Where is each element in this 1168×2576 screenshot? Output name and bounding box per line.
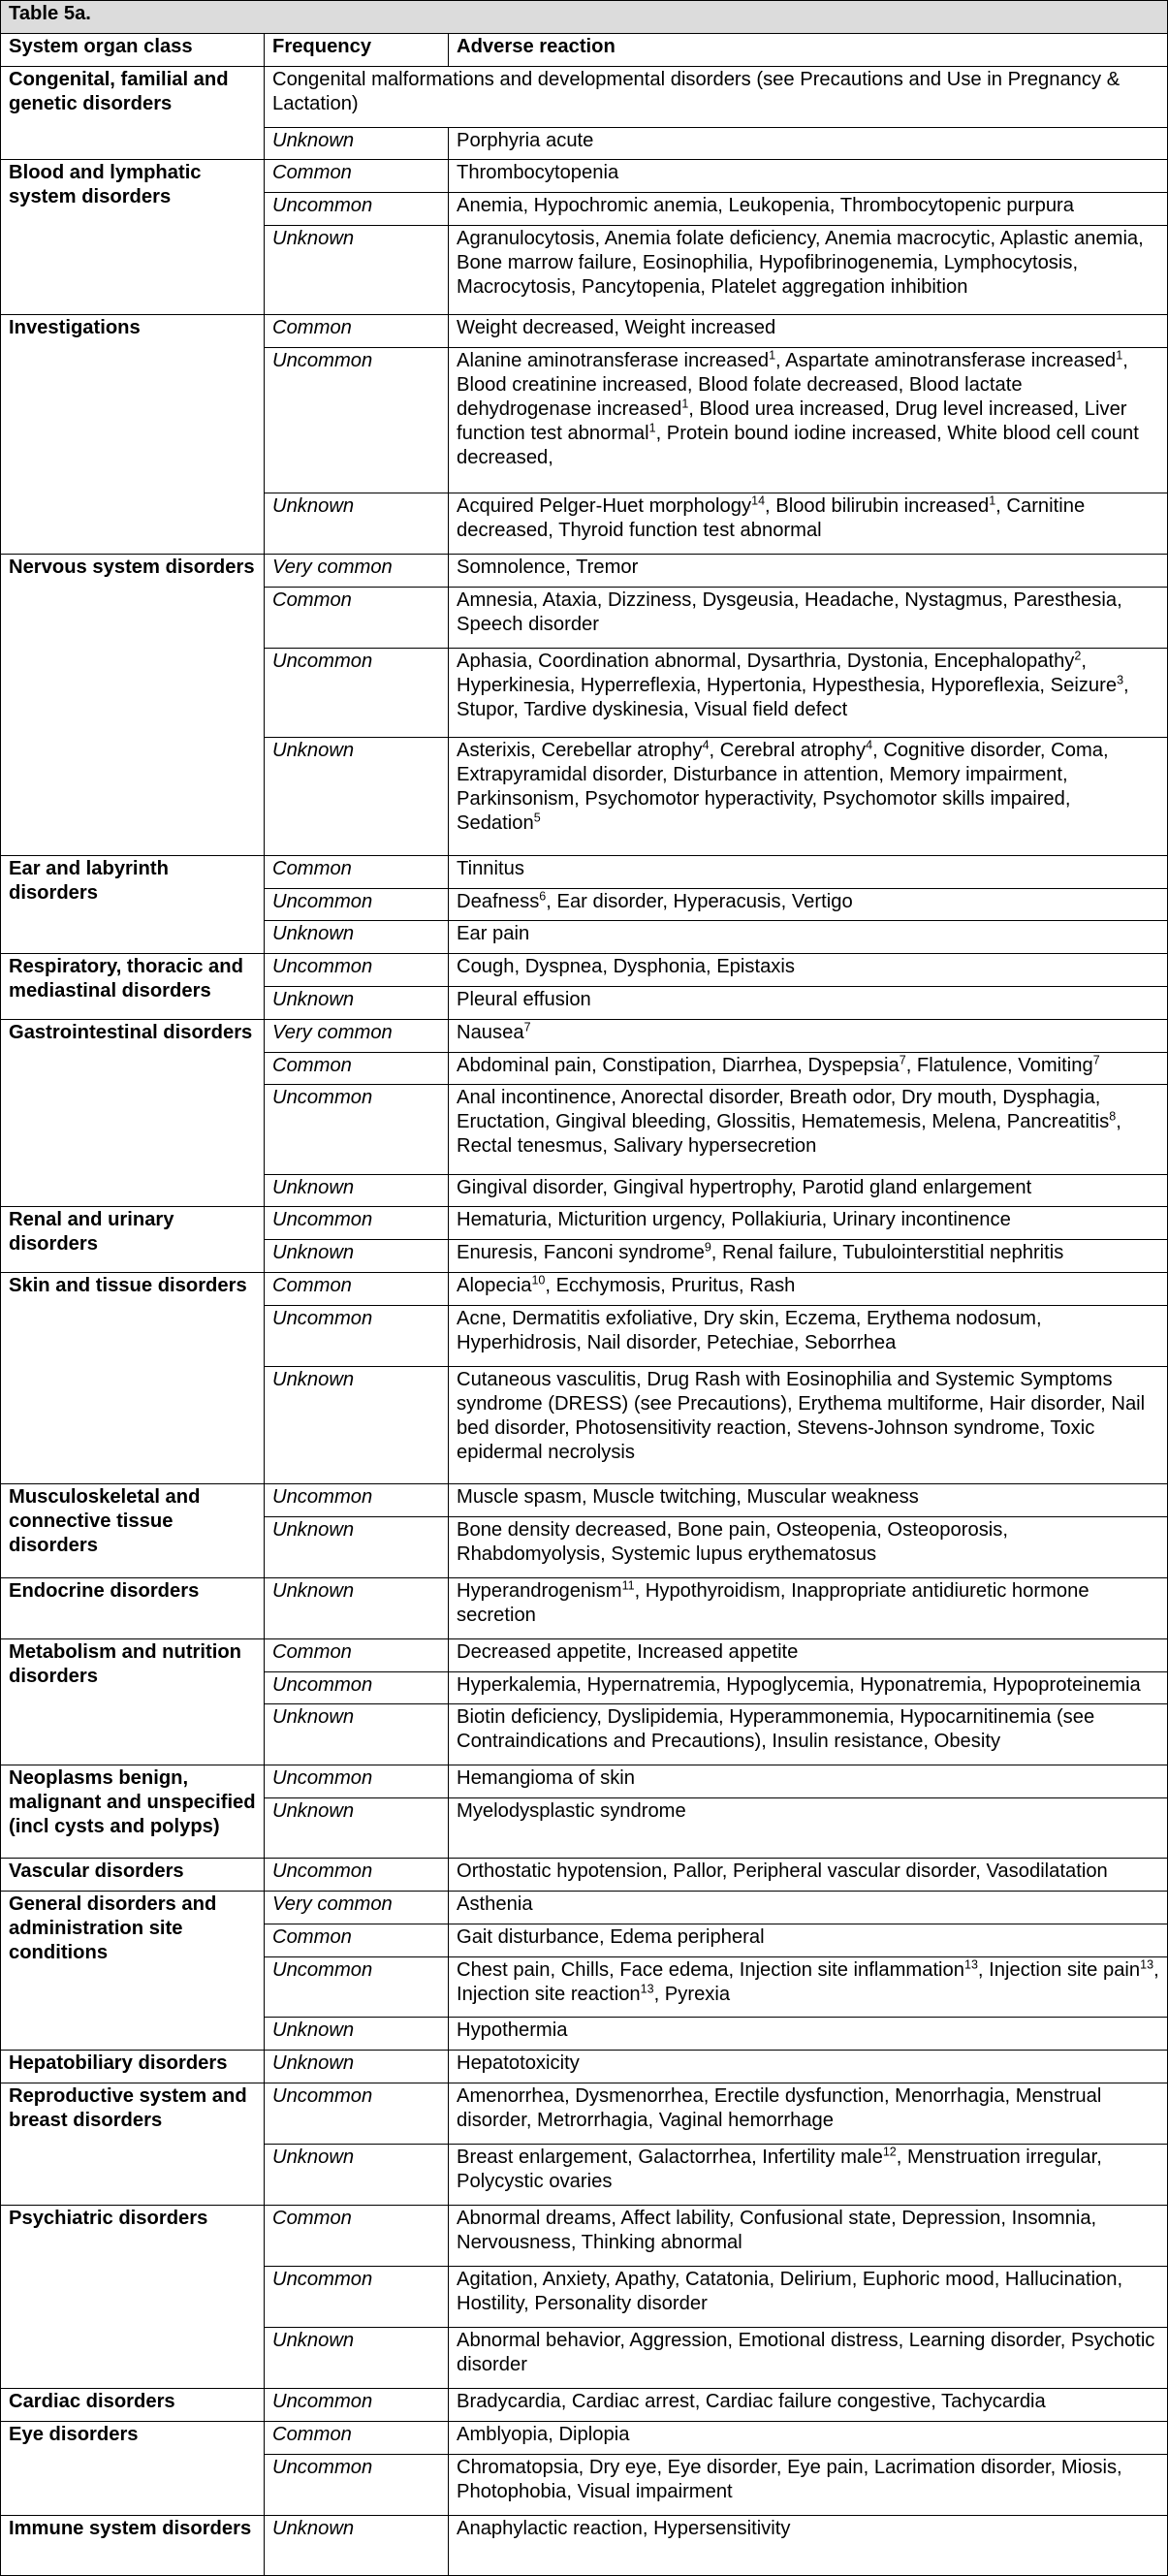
frequency-cell: Uncommon xyxy=(265,1484,449,1517)
adverse-reaction-cell: Abdominal pain, Constipation, Diarrhea, Dyspepsia$^7$, Flatulence, Vomiting$^7$ xyxy=(449,1052,1168,1085)
adverse-reaction-cell: Weight decreased, Weight increased xyxy=(449,315,1168,348)
frequency-cell: Unknown xyxy=(265,921,449,954)
system-organ-class-cell: Neoplasms benign, malignant and unspecified (incl cysts and polyps) xyxy=(1,1765,265,1859)
adverse-reaction-cell: Anal incontinence, Anorectal disorder, Breath odor, Dry mouth, Dysphagia, Eructation, Gingival bleeding, Glossitis, Hematemesis, Melena, Pancreatitis$^8$, Rectal tenesmus, Salivary hypersecretion xyxy=(449,1085,1168,1174)
frequency-cell: Uncommon xyxy=(265,1671,449,1704)
adverse-reaction-cell: Alopecia$^{10}$, Ecchymosis, Pruritus, Rash xyxy=(449,1272,1168,1305)
system-organ-class-cell: Metabolism and nutrition disorders xyxy=(1,1638,265,1765)
header-system-organ-class: System organ class xyxy=(1,33,265,66)
footnote-marker: 13 xyxy=(640,1981,654,1995)
adverse-reaction-cell: Nausea$^7$ xyxy=(449,1019,1168,1052)
adverse-reaction-cell: Amnesia, Ataxia, Dizziness, Dysgeusia, Headache, Nystagmus, Paresthesia, Speech disorder xyxy=(449,588,1168,649)
footnote-marker: 2 xyxy=(1074,649,1082,663)
system-organ-class-cell: Renal and urinary disorders xyxy=(1,1207,265,1273)
system-organ-class-cell: General disorders and administration site conditions xyxy=(1,1891,265,2050)
footnote-marker: 7 xyxy=(523,1020,531,1034)
footnote-marker: 12 xyxy=(882,2145,897,2159)
table-row xyxy=(1,66,1168,127)
table-row xyxy=(1,555,1168,588)
system-organ-class-cell: Blood and lymphatic system disorders xyxy=(1,160,265,315)
system-organ-class-cell: Ear and labyrinth disorders xyxy=(1,855,265,953)
frequency-cell: Uncommon xyxy=(265,1207,449,1240)
table-row xyxy=(1,1207,1168,1240)
footnote-marker: 1 xyxy=(681,397,689,411)
frequency-cell: Unknown xyxy=(265,2145,449,2206)
frequency-cell: Unknown xyxy=(265,127,449,160)
header-adverse-reaction: Adverse reaction xyxy=(449,33,1168,66)
table-title: Table 5a. xyxy=(1,1,1168,34)
adverse-reaction-cell: Aphasia, Coordination abnormal, Dysarthria, Dystonia, Encephalopathy$^2$, Hyperkinesia, Hyperreflexia, Hypertonia, Hypesthesia, Hyporeflexia, Seizure$^3$, Stupor, Tardive dyskinesia, Visual field defect xyxy=(449,649,1168,738)
frequency-cell: Unknown xyxy=(265,493,449,555)
table-row xyxy=(1,1891,1168,1924)
frequency-cell: Unknown xyxy=(265,2051,449,2083)
table-row xyxy=(1,1484,1168,1517)
system-organ-class-cell: Skin and tissue disorders xyxy=(1,1272,265,1483)
adverse-reaction-cell: Abnormal dreams, Affect lability, Confusional state, Depression, Insomnia, Nervousness, Thinking abnormal xyxy=(449,2206,1168,2267)
table-row xyxy=(1,954,1168,987)
footnote-marker: 1 xyxy=(989,493,996,508)
frequency-cell: Very common xyxy=(265,1019,449,1052)
table-body xyxy=(1,1,1168,2576)
system-organ-class-cell: Eye disorders xyxy=(1,2421,265,2515)
frequency-cell: Common xyxy=(265,1924,449,1956)
adverse-reaction-cell: Alanine aminotransferase increased$^1$, Aspartate aminotransferase increased$^1$, Blood creatinine increased, Blood folate decreased, Blood lactate dehydrogenase increased$^1$, Blood urea increased, Drug level increased, Liver function test abnormal$^1$, Protein bound iodine increased, White blood cell count decreased, xyxy=(449,348,1168,493)
adverse-reaction-cell: Gait disturbance, Edema peripheral xyxy=(449,1924,1168,1956)
system-organ-class-cell: Reproductive system and breast disorders xyxy=(1,2083,265,2206)
adverse-reaction-cell: Chromatopsia, Dry eye, Eye disorder, Eye pain, Lacrimation disorder, Miosis, Photophobia, Visual impairment xyxy=(449,2454,1168,2515)
table-header-row xyxy=(1,33,1168,66)
system-organ-class-cell: Musculoskeletal and connective tissue disorders xyxy=(1,1484,265,1578)
adverse-reaction-cell: Deafness$^6$, Ear disorder, Hyperacusis, Vertigo xyxy=(449,888,1168,921)
adverse-reaction-cell: Acne, Dermatitis exfoliative, Dry skin, Eczema, Erythema nodosum, Hyperhidrosis, Nail disorder, Petechiae, Seborrhea xyxy=(449,1305,1168,1366)
footnote-marker: 4 xyxy=(702,738,710,752)
footnote-marker: 11 xyxy=(621,1578,635,1593)
frequency-cell: Uncommon xyxy=(265,1085,449,1174)
table-row xyxy=(1,315,1168,348)
frequency-cell: Very common xyxy=(265,1891,449,1924)
footnote-marker: 8 xyxy=(1109,1109,1117,1124)
frequency-cell: Unknown xyxy=(265,1798,449,1859)
adverse-reaction-cell: Porphyria acute xyxy=(449,127,1168,160)
header-frequency: Frequency xyxy=(265,33,449,66)
adverse-reaction-cell: Biotin deficiency, Dyslipidemia, Hyperammonemia, Hypocarnitinemia (see Contraindications and Precautions), Insulin resistance, Obesity xyxy=(449,1704,1168,1765)
system-organ-class-cell: Gastrointestinal disorders xyxy=(1,1019,265,1207)
system-organ-class-cell: Investigations xyxy=(1,315,265,555)
frequency-cell: Unknown xyxy=(265,1174,449,1207)
frequency-cell: Common xyxy=(265,1272,449,1305)
adverse-reaction-cell: Myelodysplastic syndrome xyxy=(449,1798,1168,1859)
table-title-row xyxy=(1,1,1168,34)
adverse-reaction-cell: Decreased appetite, Increased appetite xyxy=(449,1638,1168,1671)
frequency-cell: Uncommon xyxy=(265,954,449,987)
frequency-cell: Uncommon xyxy=(265,2083,449,2145)
adverse-reaction-cell: Asterixis, Cerebellar atrophy$^4$, Cerebral atrophy$^4$, Cognitive disorder, Coma, Extrapyramidal disorder, Disturbance in attention, Memory impairment, Parkinsonism, Psychomotor hyperactivity, Psychomotor skills impaired, Sedation$^5$ xyxy=(449,738,1168,855)
frequency-cell: Common xyxy=(265,2421,449,2454)
table-row xyxy=(1,2421,1168,2454)
frequency-cell: Common xyxy=(265,160,449,193)
adverse-reaction-cell: Hyperkalemia, Hypernatremia, Hypoglycemia, Hyponatremia, Hypoproteinemia xyxy=(449,1671,1168,1704)
frequency-cell: Unknown xyxy=(265,1240,449,1273)
table-row xyxy=(1,1765,1168,1798)
table-row xyxy=(1,2083,1168,2145)
footnote-marker: 9 xyxy=(704,1240,711,1255)
frequency-cell: Unknown xyxy=(265,2515,449,2575)
frequency-cell: Unknown xyxy=(265,1577,449,1638)
footnote-marker: 7 xyxy=(899,1052,906,1066)
table-row xyxy=(1,1019,1168,1052)
frequency-cell: Uncommon xyxy=(265,1305,449,1366)
footnote-marker: 3 xyxy=(1117,673,1124,687)
table-row xyxy=(1,2389,1168,2422)
table-row xyxy=(1,1577,1168,1638)
frequency-cell: Uncommon xyxy=(265,1765,449,1798)
frequency-cell: Uncommon xyxy=(265,888,449,921)
frequency-cell: Common xyxy=(265,588,449,649)
table-row xyxy=(1,160,1168,193)
adverse-reaction-cell: Anemia, Hypochromic anemia, Leukopenia, Thrombocytopenic purpura xyxy=(449,193,1168,226)
adverse-reaction-cell: Cutaneous vasculitis, Drug Rash with Eosinophilia and Systemic Symptoms syndrome (DRESS) (see Precautions), Erythema multiforme, Hair disorder, Nail bed disorder, Photosensitivity reaction, Stevens-Johnson syndrome, Toxic epidermal necrolysis xyxy=(449,1366,1168,1483)
system-organ-class-cell: Cardiac disorders xyxy=(1,2389,265,2422)
frequency-cell: Uncommon xyxy=(265,2389,449,2422)
footnote-marker: 6 xyxy=(539,888,547,903)
frequency-cell: Unknown xyxy=(265,226,449,315)
footnote-marker: 4 xyxy=(866,738,873,752)
table-row xyxy=(1,855,1168,888)
adverse-reaction-cell: Thrombocytopenia xyxy=(449,160,1168,193)
frequency-cell: Very common xyxy=(265,555,449,588)
adverse-reaction-cell: Amblyopia, Diplopia xyxy=(449,2421,1168,2454)
adverse-reaction-cell: Cough, Dyspnea, Dysphonia, Epistaxis xyxy=(449,954,1168,987)
system-organ-class-cell: Congenital, familial and genetic disorders xyxy=(1,66,265,160)
system-organ-class-cell: Nervous system disorders xyxy=(1,555,265,855)
adverse-reaction-cell: Somnolence, Tremor xyxy=(449,555,1168,588)
table-row xyxy=(1,1859,1168,1892)
system-organ-class-cell: Vascular disorders xyxy=(1,1859,265,1892)
frequency-cell: Uncommon xyxy=(265,1956,449,2018)
adverse-reaction-cell: Bone density decreased, Bone pain, Osteopenia, Osteoporosis, Rhabdomyolysis, Systemic lupus erythematosus xyxy=(449,1516,1168,1577)
frequency-cell: Common xyxy=(265,315,449,348)
adverse-reaction-cell: Muscle spasm, Muscle twitching, Muscular weakness xyxy=(449,1484,1168,1517)
table-row xyxy=(1,2051,1168,2083)
adverse-reaction-cell: Hepatotoxicity xyxy=(449,2051,1168,2083)
frequency-cell: Unknown xyxy=(265,1704,449,1765)
adverse-reaction-cell: Agitation, Anxiety, Apathy, Catatonia, Delirium, Euphoric mood, Hallucination, Hostility, Personality disorder xyxy=(449,2267,1168,2328)
adverse-reaction-cell: Chest pain, Chills, Face edema, Injection site inflammation$^{13}$, Injection site pain$^{13}$, Injection site reaction$^{13}$, Pyrexia xyxy=(449,1956,1168,2018)
frequency-cell: Common xyxy=(265,1638,449,1671)
table-row xyxy=(1,1638,1168,1671)
footnote-marker: 1 xyxy=(1116,348,1123,363)
adverse-reaction-cell: Amenorrhea, Dysmenorrhea, Erectile dysfunction, Menorrhagia, Menstrual disorder, Metrorrhagia, Vaginal hemorrhage xyxy=(449,2083,1168,2145)
footnote-marker: 7 xyxy=(1092,1052,1100,1066)
system-organ-class-cell: Hepatobiliary disorders xyxy=(1,2051,265,2083)
adverse-reaction-cell: Breast enlargement, Galactorrhea, Infertility male$^{12}$, Menstruation irregular, Polycystic ovaries xyxy=(449,2145,1168,2206)
adverse-reaction-cell: Congenital malformations and developmental disorders (see Precautions and Use in Pregnancy & Lactation) xyxy=(265,66,1168,127)
table-row xyxy=(1,1272,1168,1305)
frequency-cell: Uncommon xyxy=(265,2454,449,2515)
frequency-cell: Common xyxy=(265,1052,449,1085)
footnote-marker: 5 xyxy=(533,811,541,825)
footnote-marker: 1 xyxy=(648,421,656,435)
frequency-cell: Unknown xyxy=(265,2018,449,2051)
frequency-cell: Unknown xyxy=(265,738,449,855)
table-row xyxy=(1,2206,1168,2267)
footnote-marker: 14 xyxy=(751,493,766,508)
adverse-reaction-cell: Hemangioma of skin xyxy=(449,1765,1168,1798)
footnote-marker: 10 xyxy=(531,1273,546,1288)
table-row xyxy=(1,2515,1168,2575)
adverse-reaction-cell: Gingival disorder, Gingival hypertrophy, Parotid gland enlargement xyxy=(449,1174,1168,1207)
frequency-cell: Uncommon xyxy=(265,193,449,226)
frequency-cell: Unknown xyxy=(265,1366,449,1483)
frequency-cell: Uncommon xyxy=(265,649,449,738)
adverse-reaction-cell: Pleural effusion xyxy=(449,986,1168,1019)
frequency-cell: Common xyxy=(265,855,449,888)
system-organ-class-cell: Respiratory, thoracic and mediastinal disorders xyxy=(1,954,265,1020)
frequency-cell: Unknown xyxy=(265,986,449,1019)
adverse-reaction-cell: Asthenia xyxy=(449,1891,1168,1924)
footnote-marker: 13 xyxy=(1140,1956,1154,1971)
adverse-reaction-cell: Hypothermia xyxy=(449,2018,1168,2051)
adverse-reaction-cell: Abnormal behavior, Aggression, Emotional distress, Learning disorder, Psychotic disorder xyxy=(449,2328,1168,2389)
adverse-reaction-cell: Hematuria, Micturition urgency, Pollakiuria, Urinary incontinence xyxy=(449,1207,1168,1240)
frequency-cell: Common xyxy=(265,2206,449,2267)
adverse-reaction-cell: Orthostatic hypotension, Pallor, Peripheral vascular disorder, Vasodilatation xyxy=(449,1859,1168,1892)
adverse-reaction-cell: Tinnitus xyxy=(449,855,1168,888)
frequency-cell: Unknown xyxy=(265,2328,449,2389)
system-organ-class-cell: Immune system disorders xyxy=(1,2515,265,2575)
system-organ-class-cell: Psychiatric disorders xyxy=(1,2206,265,2389)
frequency-cell: Uncommon xyxy=(265,1859,449,1892)
system-organ-class-cell: Endocrine disorders xyxy=(1,1577,265,1638)
frequency-cell: Unknown xyxy=(265,1516,449,1577)
footnote-marker: 13 xyxy=(964,1956,978,1971)
adverse-reaction-cell: Enuresis, Fanconi syndrome$^9$, Renal failure, Tubulointerstitial nephritis xyxy=(449,1240,1168,1273)
adverse-reaction-cell: Acquired Pelger-Huet morphology$^{14}$, Blood bilirubin increased$^1$, Carnitine decreased, Thyroid function test abnormal xyxy=(449,493,1168,555)
adverse-reaction-cell: Bradycardia, Cardiac arrest, Cardiac failure congestive, Tachycardia xyxy=(449,2389,1168,2422)
adverse-reaction-cell: Ear pain xyxy=(449,921,1168,954)
adverse-reaction-cell: Anaphylactic reaction, Hypersensitivity xyxy=(449,2515,1168,2575)
footnote-marker: 1 xyxy=(769,348,776,363)
adverse-reaction-cell: Agranulocytosis, Anemia folate deficiency, Anemia macrocytic, Aplastic anemia, Bone marrow failure, Eosinophilia, Hypofibrinogenemia, Lymphocytosis, Macrocytosis, Pancytopenia, Platelet aggregation inhibition xyxy=(449,226,1168,315)
adverse-reaction-cell: Hyperandrogenism$^{11}$, Hypothyroidism, Inappropriate antidiuretic hormone secretion xyxy=(449,1577,1168,1638)
frequency-cell: Uncommon xyxy=(265,2267,449,2328)
frequency-cell: Uncommon xyxy=(265,348,449,493)
